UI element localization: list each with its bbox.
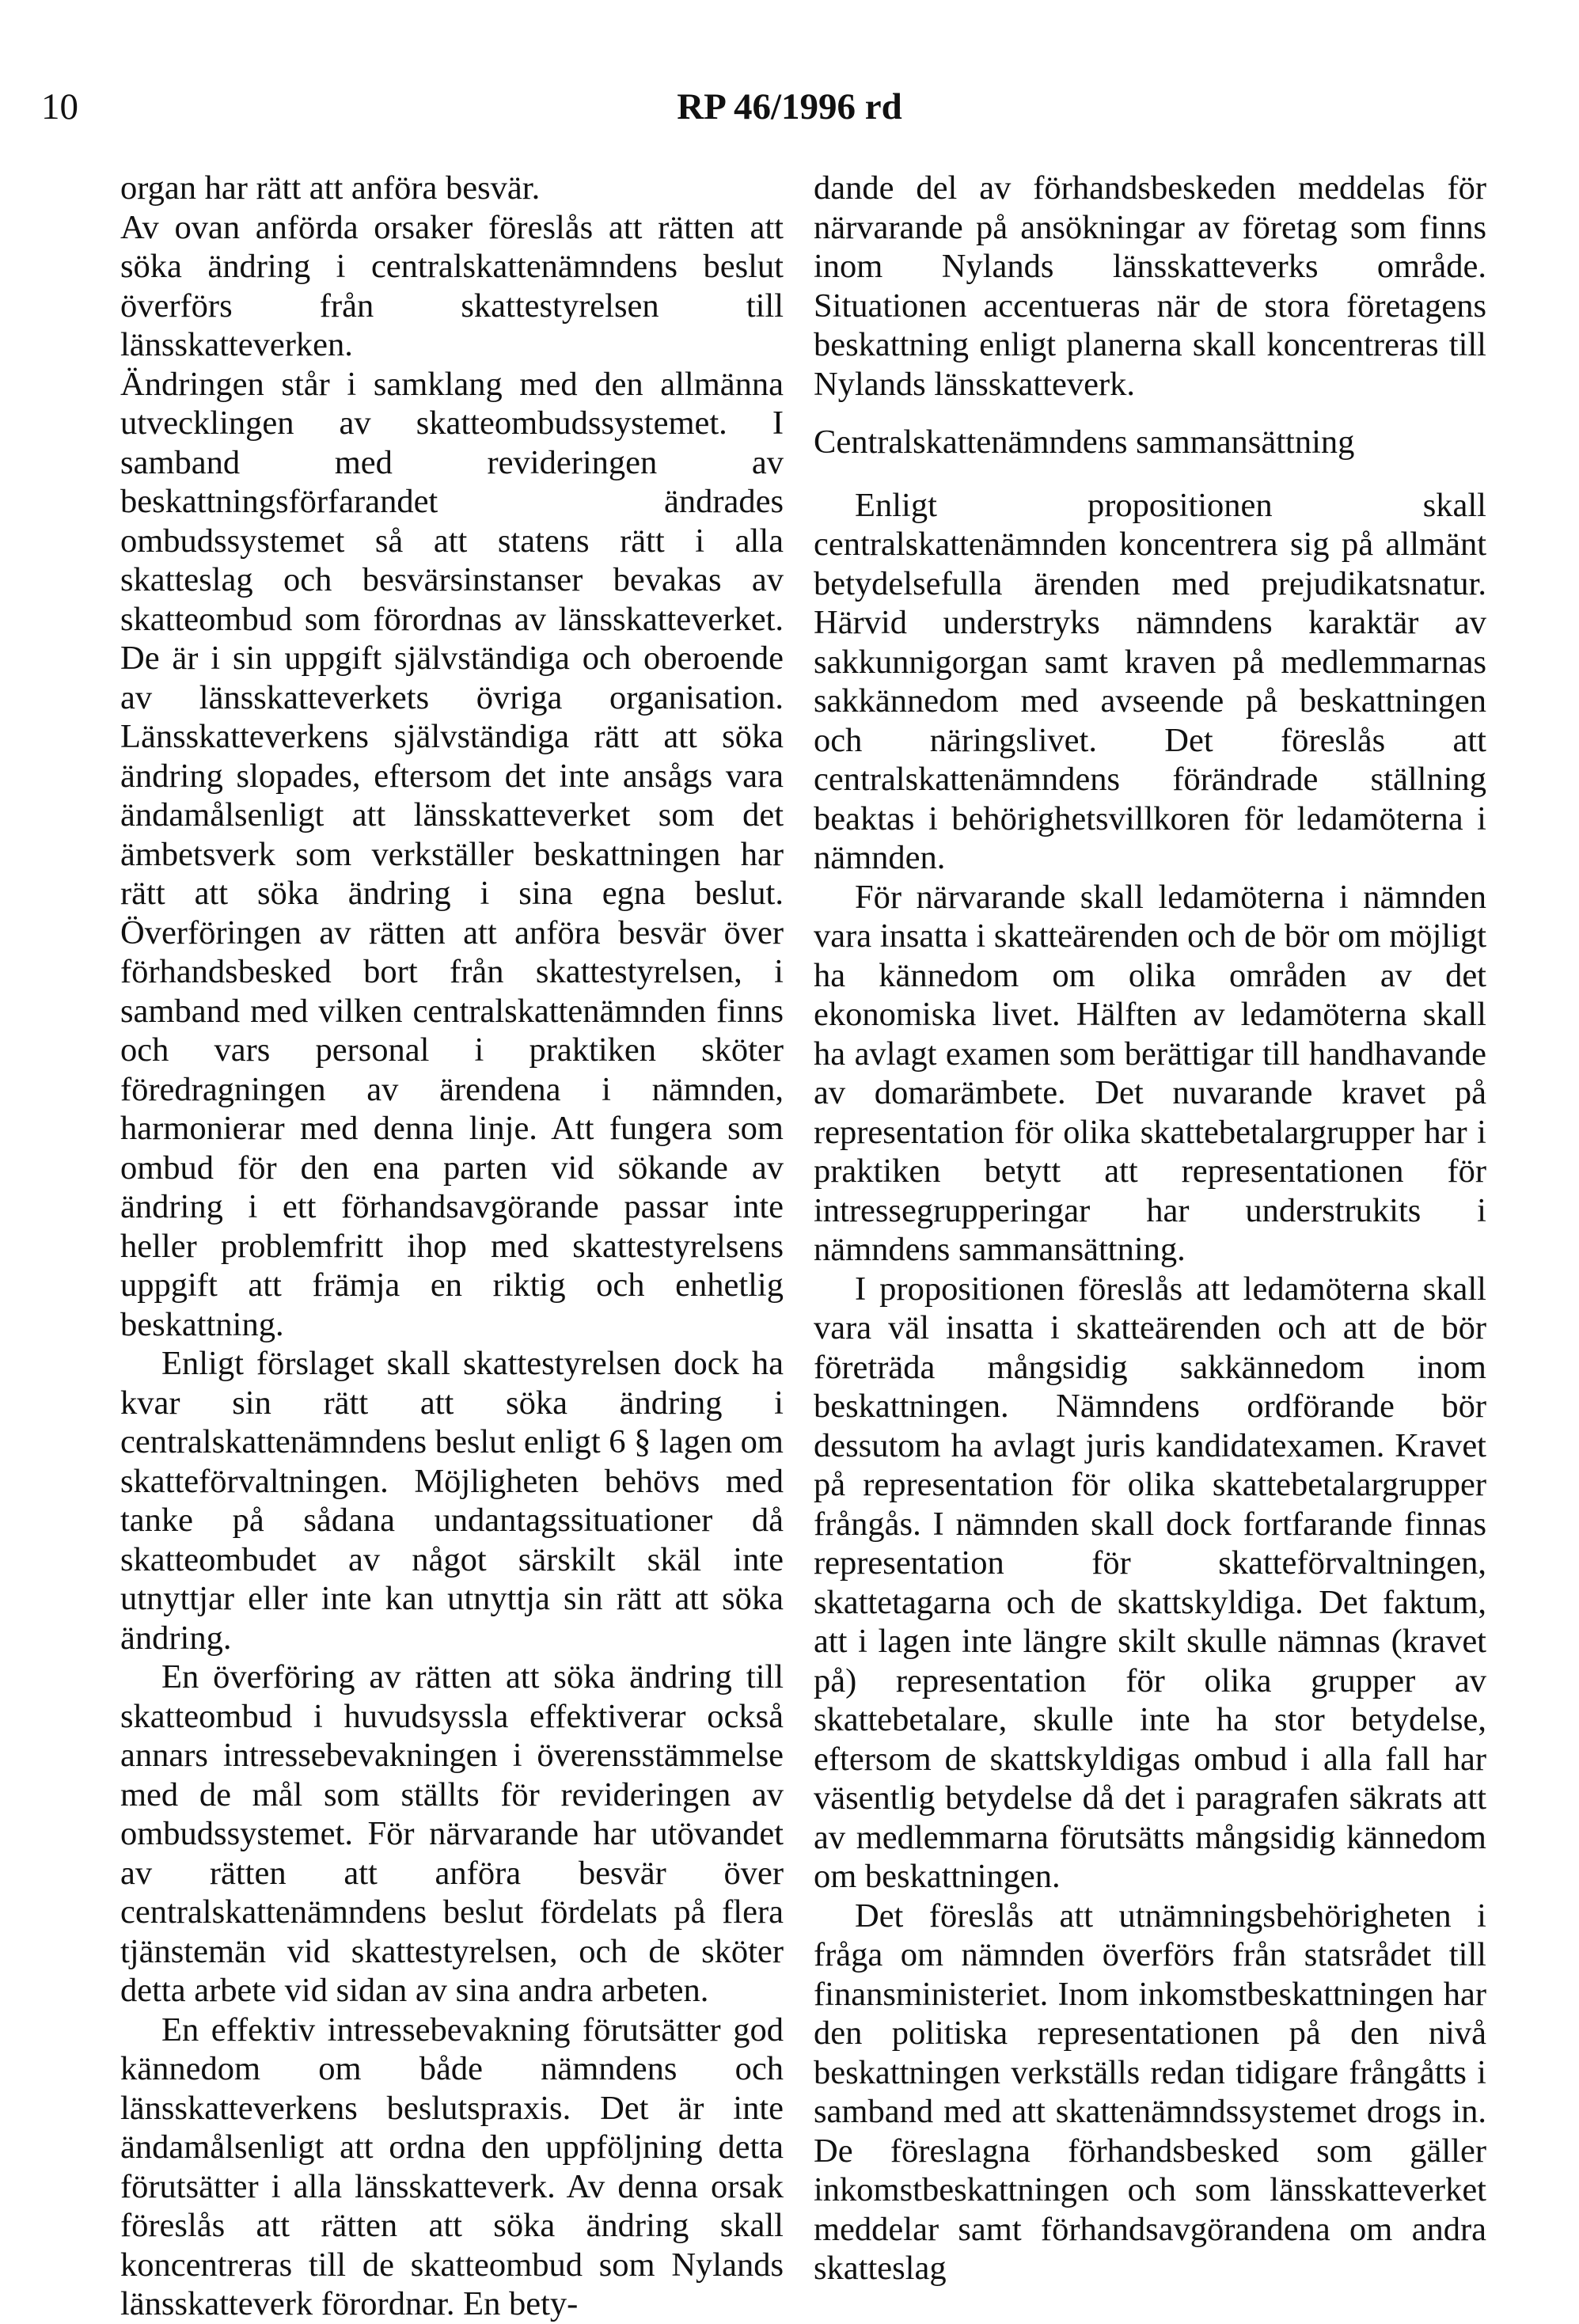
page-number: 10 [41,86,78,127]
section-heading: Centralskattenämndens sammansättning [814,423,1355,461]
running-head: RP 46/1996 rd [677,86,902,127]
right-paragraph-2: För närvarande skall ledamöterna i nämnden vara insatta i skatteärenden och de bör om möjligt ha kännedom om olika områden av det ekonomiska livet. Hälften av ledamöterna skall ha avlagt examen som berättigar till handhavande av domarämbete. Det nuvarande kravet på representation för olika skattebetalargrupper har i praktiken betytt att representationen för intressegrupperingar har understrukits i nämndens sammansättning. [814,878,1486,1268]
left-paragraph-4: Enligt förslaget skall skattestyrelsen dock ha kvar sin rätt att söka ändring i centralskattenämndens beslut enligt 6 § lagen om skatteförvaltningen. Möjligheten behövs med tanke på sådana undantagssituationer då skatteombudet av något särskilt skäl inte utnyttjar eller inte kan utnyttja sin rätt att söka ändring. [120,1345,784,1657]
left-column [120,169,784,2324]
right-paragraph-1: Enligt propositionen skall centralskattenämnden koncentrera sig på allmänt betydelsefulla ärenden med prejudikatsnatur. Härvid understryks nämndens karaktär av sakkunnigorgan samt kraven på medlemmarnas sakkännedom med avseende på beskattningen och näringslivet. Det föreslås att centralskattenämndens förändrade ställning beaktas i behörighetsvillkoren för ledamöterna i nämnden. [814,486,1486,876]
left-paragraph-1: organ har rätt att anföra besvär. [120,169,541,207]
left-paragraph-6: En effektiv intressebevakning förutsätter god kännedom om både nämndens och länsskatteverkens beslutspraxis. Det är inte ändamålsenligt att ordna den uppföljning detta förutsätter i alla länsskatteverk. Av denna orsak föreslås att rätten att söka ändring skall koncentreras till de skatteombud som Nylands länsskatteverk förordnar. En bety- [120,2011,784,2322]
left-paragraph-2: Av ovan anförda orsaker föreslås att rätten att söka ändring i centralskattenämndens beslut överförs från skattestyrelsen till länsskatteverken. [120,208,784,363]
right-continued-paragraph: dande del av förhandsbeskeden meddelas för närvarande på ansökningar av företag som finns inom Nylands länsskatteverks område. Situationen accentueras när de stora företagens beskattning enligt planerna skall koncentreras till Nylands länsskatteverk. [814,169,1486,403]
right-paragraph-4: Det föreslås att utnämningsbehörigheten i fråga om nämnden överförs från statsrådet till finansministeriet. Inom inkomstbeskattningen har den politiska representationen på den nivå beskattningen verkställs redan tidigare frångåtts i samband med att skattenämndssystemet drogs in. De föreslagna förhandsbesked som gäller inkomstbeskattningen och som länsskatteverket meddelar samt förhandsavgörandena om andra skatteslag [814,1897,1486,2287]
left-paragraph-5: En överföring av rätten att söka ändring till skatteombud i huvudsyssla effektiverar också annars intressebevakningen i överensstämmelse med de mål som ställts för revideringen av ombudssystemet. För närvarande har utövandet av rätten att anföra besvär över centralskattenämndens beslut fördelats på flera tjänstemän vid skattestyrelsen, och de sköter detta arbete vid sidan av sina andra arbeten. [120,1658,784,2009]
right-paragraph-3: I propositionen föreslås att ledamöterna skall vara väl insatta i skatteärenden och att de bör företräda mångsidig sakkännedom inom beskattningen. Nämndens ordförande bör dessutom ha avlagt juris kandidatexamen. Kravet på representation för olika skattebetalargrupper frångås. I nämnden skall dock fortfarande finnas representation för skatteförvaltningen, skattetagarna och de skattskyldiga. Det faktum, att i lagen inte längre skilt skulle nämnas (kravet på) representation för olika grupper av skattebetalare, skulle inte ha stor betydelse, eftersom de skattskyldigas ombud i alla fall har väsentlig betydelse då det i paragrafen säkrats att av medlemmarna förutsätts mångsidig kännedom om beskattningen. [814,1270,1486,1895]
left-paragraph-3: Ändringen står i samklang med den allmänna utvecklingen av skatteombudssystemet. I samband med revideringen av beskattningsförfarandet ändrades ombudssystemet så att statens rätt i alla skatteslag och besvärsinstanser bevakas av skatteombud som förordnas av länsskatteverket. De är i sin uppgift självständiga och oberoende av länsskatteverkets övriga organisation. Länsskatteverkens självständiga rätt att söka ändring slopades, eftersom det inte ansågs vara ändamålsenligt att länsskatteverket som det ämbetsverk som verkställer beskattningen har rätt att söka ändring i sina egna beslut. Överföringen av rätten att anföra besvär över förhandsbesked bort från skattestyrelsen, i samband med vilken centralskattenämnden finns och vars personal i praktiken sköter föredragningen av ärendena i nämnden, harmonierar med denna linje. Att fungera som ombud för den ena parten vid sökande av ändring i ett förhandsavgörande passar inte heller problemfritt ihop med skattestyrelsens uppgift att främja en riktig och enhetlig beskattning. [120,365,784,1343]
right-column [814,169,1486,2288]
